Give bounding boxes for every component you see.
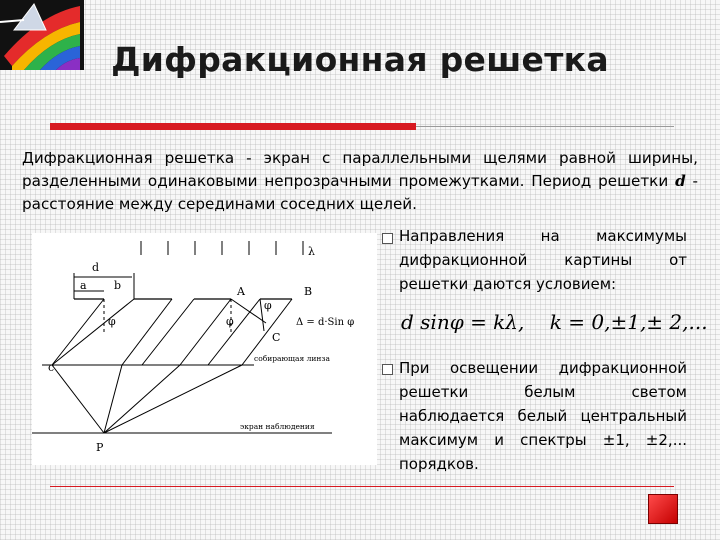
label-C: C (272, 331, 281, 344)
grating-diagram (32, 233, 377, 465)
bullet-text-white-light: При освещении дифракционной решетки белым светом наблюдается белый центральный максимум и спектры ±1, ±2,... порядков. (399, 359, 687, 473)
diagram-labels (48, 245, 354, 454)
bottom-divider (50, 486, 674, 487)
intro-text-part2: - расстояние между серединами соседних щелей. (22, 172, 698, 213)
label-b: b (114, 279, 122, 292)
grating-formula (401, 310, 711, 334)
intro-text-part1: Дифракционная решетка - экран с параллельными щелями равной ширины, разделенными одинаковыми непрозрачными промежутками. Период решетки (22, 149, 698, 190)
diffracted-rays (52, 299, 292, 433)
bullet-square-2 (382, 364, 393, 375)
period-symbol: d (675, 172, 686, 190)
label-phi-2: φ (226, 315, 234, 328)
page-title: Дифракционная решетка (111, 40, 609, 79)
title-divider-red (50, 123, 416, 130)
bullet-square-1 (382, 233, 393, 244)
label-phi-3: φ (264, 299, 272, 312)
next-slide-button[interactable] (648, 494, 678, 524)
label-P: P (96, 441, 104, 454)
label-phi-1: φ (108, 315, 116, 328)
label-B: B (304, 285, 313, 298)
label-screen: экран наблюдения (240, 422, 315, 431)
intro-paragraph (22, 147, 698, 216)
bullet-text-maxima-condition: Направления на максимумы дифракционной картины от решетки даются условием: (399, 227, 687, 293)
incident-arrows (141, 241, 303, 255)
label-lens: собирающая линза (254, 354, 330, 363)
label-a: a (80, 279, 87, 292)
label-d: d (92, 261, 100, 274)
label-delta: Δ = d·Sin φ (296, 317, 355, 328)
label-A: A (237, 285, 245, 298)
title-divider-thin (416, 126, 674, 127)
formula-right: k = 0,±1,± 2,... (549, 310, 708, 334)
label-c: c (48, 361, 55, 374)
label-lambda: λ (308, 245, 315, 258)
formula-left: d sinφ = kλ, (401, 310, 525, 334)
